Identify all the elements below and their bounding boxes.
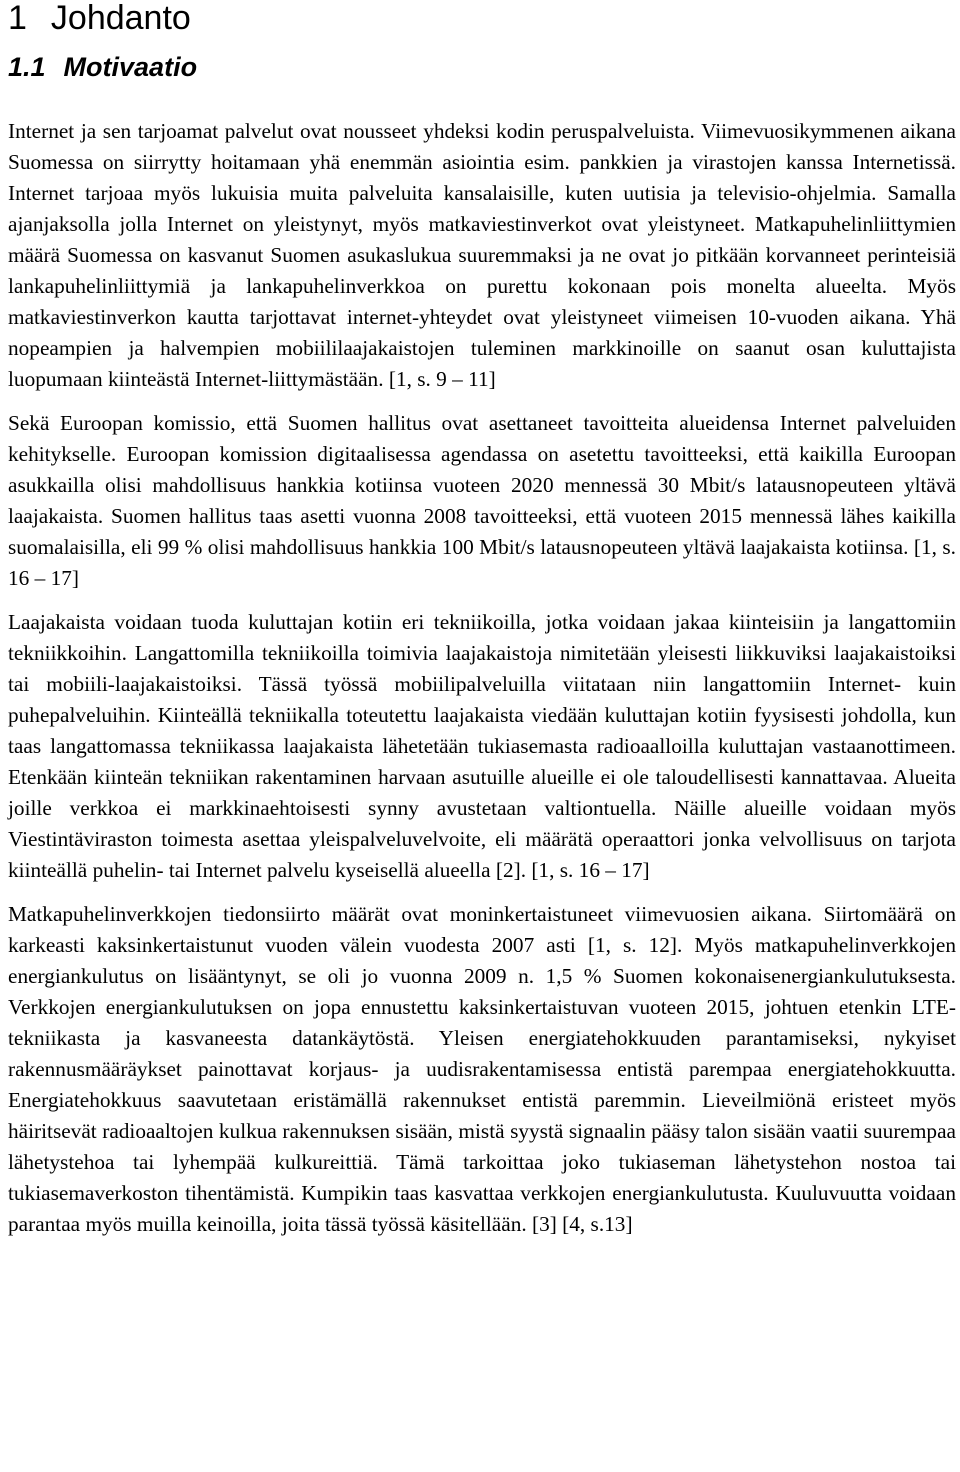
section-number: 1.1	[8, 52, 46, 82]
section-heading	[8, 52, 956, 88]
chapter-title: Johdanto	[50, 0, 191, 37]
document-page	[8, 0, 956, 1240]
paragraph-4: Matkapuhelinverkkojen tiedonsiirto määrät ovat moninkertaistuneet viimevuosien aikana. Siirtomäärä on karkeasti kaksinkertaistunut vuoden välein vuodesta 2007 asti [1, s. 12]. Myös matkapuhelinverkkojen energiankulutus on lisääntynyt, se oli jo vuonna 2009 n. 1,5 % Suomen kokonaisenergiankulutuksesta. Verkkojen energiankulutuksen on jopa ennustettu kaksinkertaistuvan vuoteen 2015, johtuen etenkin LTE-tekniikasta ja kasvaneesta datankäytöstä. Yleisen energiatehokkuuden parantamiseksi, nykyiset rakennusmääräykset painottavat korjaus- ja uudisrakentamisessa entistä parempaa energiatehokkuutta. Energiatehokkuus saavutetaan eristämällä rakennukset entistä paremmin. Lieveilmiönä eristeet myös häiritsevät radioaaltojen kulkua rakennuksen sisään, mistä syystä signaalin pääsy talon sisään vaatii suurempaa lähetystehoa tai lyhempää kulkureittiä. Tämä tarkoittaa joko tukiaseman lähetystehon nostoa tai tukiasemaverkoston tihentämistä. Kumpikin taas kasvattaa verkkojen energiankulutusta. Kuuluvuutta voidaan parantaa myös muilla keinoilla, joita tässä työssä käsitellään. [3] [4, s.13]	[8, 902, 956, 1236]
paragraph-2: Sekä Euroopan komissio, että Suomen hallitus ovat asettaneet tavoitteita alueidensa Internet palveluiden kehitykselle. Euroopan komission digitaalisessa agendassa on asetettu tavoitteeksi, että kaikilla Euroopan asukkailla olisi mahdollisuus hankkia kotiinsa vuoteen 2020 mennessä 30 Mbit/s latausnopeuteen yltävä laajakaista. Suomen hallitus taas asetti vuonna 2008 tavoitteeksi, että vuoteen 2015 mennessä lähes kaikilla suomalaisilla, eli 99 % olisi mahdollisuus hankkia 100 Mbit/s latausnopeuteen yltävä laajakaista kotiinsa. [1, s. 16 – 17]	[8, 411, 956, 590]
section-title: Motivaatio	[63, 52, 198, 82]
chapter-heading	[8, 0, 956, 38]
paragraph-3: Laajakaista voidaan tuoda kuluttajan kotiin eri tekniikoilla, jotka voidaan jakaa kiinteisiin ja langattomiin tekniikkoihin. Langattomilla tekniikoilla toimivia laajakaistoja nimitetään yleisesti liikkuviksi laajakaistoiksi tai mobiili-laajakaistoiksi. Tässä työssä mobiilipalveluilla viitataan niin langattomiin Internet- kuin puhepalveluihin. Kiinteällä tekniikalla toteutettu laajakaista viedään kuluttajan kotiin fyysisesti johdolla, kun taas langattomassa tekniikassa laajakaista lähetetään tukiasemasta radioaalloilla kuluttajan vastaanottimeen. Etenkään kiinteän tekniikan rakentaminen harvaan asutuille alueille ei ole taloudellisesti kannattavaa. Alueita joille verkkoa ei markkinaehtoisesti synny avustetaan valtiontuella. Näille alueille voidaan myös Viestintäviraston toimesta asettaa yleispalveluvelvoite, eli määrätä operaattori jonka velvollisuus on tarjota kiinteällä puhelin- tai Internet palvelu kyseisellä alueella [2]. [1, s. 16 – 17]	[8, 610, 956, 882]
paragraph-1: Internet ja sen tarjoamat palvelut ovat nousseet yhdeksi kodin peruspalveluista. Viimevuosikymmenen aikana Suomessa on siirrytty hoitamaan yhä enemmän asiointia esim. pankkien ja virastojen kanssa Internetissä. Internet tarjoaa myös lukuisia muita palveluita kansalaisille, kuten uutisia ja televisio-ohjelmia. Samalla ajanjaksolla jolla Internet on yleistynyt, myös matkaviestinverkot ovat yleistyneet. Matkapuhelinliittymien määrä Suomessa on kasvanut Suomen asukaslukua suuremmaksi ja ne ovat jo pitkään korvanneet perinteisiä lankapuhelinliittymiä ja lankapuhelinverkkoa on purettu kokonaan pois monelta alueelta. Myös matkaviestinverkon kautta tarjottavat internet-yhteydet ovat yleistyneet viimeisen 10-vuoden aikana. Yhä nopeampien ja halvempien mobiililaajakaistojen tuleminen markkinoille on saanut osan kuluttajista luopumaan kiinteästä Internet-liittymästään. [1, s. 9 – 11]	[8, 119, 956, 391]
chapter-number: 1	[8, 0, 27, 37]
